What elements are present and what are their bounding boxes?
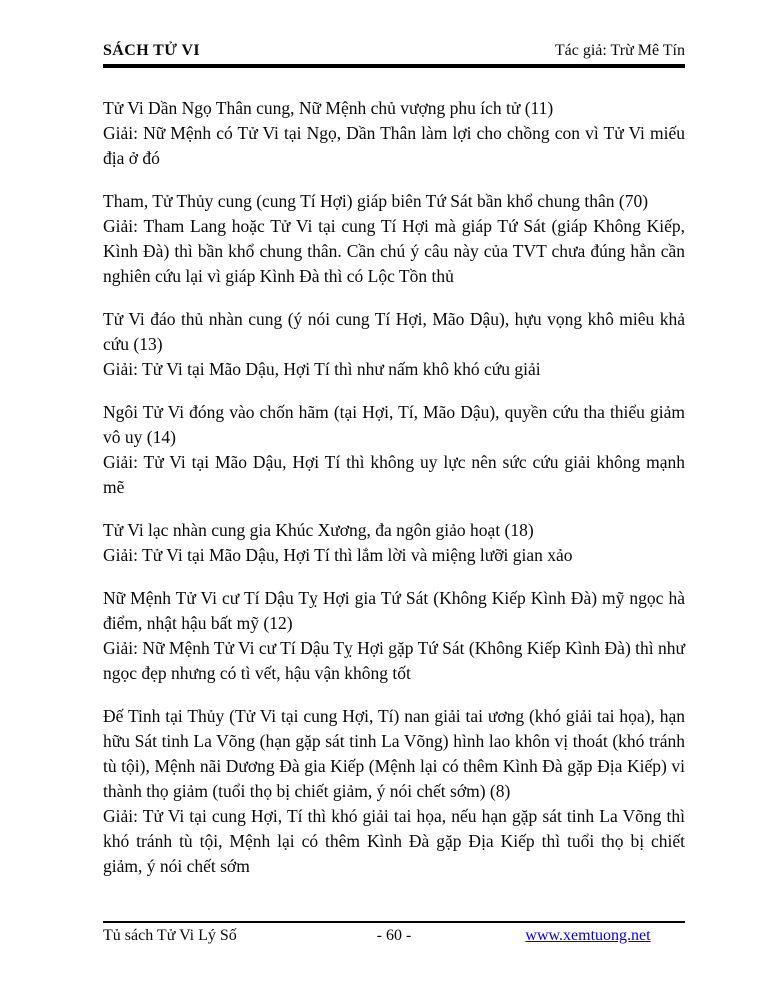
verse-section [103,704,685,879]
verse-section [103,96,685,171]
verse-explanation: Giải: Tử Vi tại Mão Dậu, Hợi Tí thì như nấm khô khó cứu giải [103,359,541,379]
verse-explanation: Giải: Tử Vi tại Mão Dậu, Hợi Tí thì không uy lực nên sức cứu giải không mạnh mẽ [103,452,685,497]
verse-section [103,189,685,289]
verse-statement: Nữ Mệnh Tử Vi cư Tí Dậu Tỵ Hợi gia Tứ Sát (Không Kiếp Kình Đà) mỹ ngọc hà điểm, nhật hậu bất mỹ (12) [103,588,685,633]
verse-section [103,586,685,686]
footer-series-title: Tủ sách Tử Vi Lý Số [103,927,237,944]
verse-section [103,518,685,568]
verse-explanation: Giải: Tử Vi tại cung Hợi, Tí thì khó giải tai họa, nếu hạn gặp sát tinh La Võng thì khó tránh tù tội, Mệnh lại có thêm Kình Đà gặp Địa Kiếp thì tuổi thọ bị chiết giảm, ý nói chết sớm [103,806,685,876]
website-link[interactable]: www.xemtuong.net [525,927,651,944]
verse-explanation: Giải: Tử Vi tại Mão Dậu, Hợi Tí thì lắm lời và miệng lưỡi gian xảo [103,545,573,565]
page-number: - 60 - [376,927,412,944]
verse-statement: Đế Tinh tại Thủy (Tử Vi tại cung Hợi, Tí) nan giải tai ương (khó giải tai họa), hạn hữu Sát tinh La Võng (hạn gặp sát tinh La Võng) hình lao khôn vị thoát (khó tránh tù tội), Mệnh nãi Dương Đà gia Kiếp (Mệnh lại có thêm Kình Đà gặp Địa Kiếp) vi thành thọ giảm (tuổi thọ bị chiết giảm, ý nói chết sớm) (8) [103,706,685,801]
verse-statement: Tham, Tử Thủy cung (cung Tí Hợi) giáp biên Tứ Sát bần khổ chung thân (70) [103,191,649,211]
page-footer [103,921,685,945]
book-title: SÁCH TỬ VI [103,42,201,59]
verse-section [103,400,685,500]
verse-statement: Tử Vi lạc nhàn cung gia Khúc Xương, đa ngôn giảo hoạt (18) [103,520,534,540]
verse-section [103,307,685,382]
footer-link-container [491,927,685,945]
verse-explanation: Giải: Tham Lang hoặc Tử Vi tại cung Tí Hợi mà giáp Tứ Sát (giáp Không Kiếp, Kình Đà) thì bần khổ chung thân. Cần chú ý câu này của TVT chưa đúng hẳn cần nghiên cứu lại vì giáp Kình Đà thì có Lộc Tồn thủ [103,216,685,286]
page-header [103,42,685,68]
verse-statement: Ngôi Tử Vi đóng vào chốn hãm (tại Hợi, Tí, Mão Dậu), quyền cứu tha thiểu giảm vô uy (14) [103,402,685,447]
verse-explanation: Giải: Nữ Mệnh Tử Vi cư Tí Dậu Tỵ Hợi gặp Tứ Sát (Không Kiếp Kình Đà) thì như ngọc đẹp nhưng có tì vết, hậu vận không tốt [103,638,685,683]
page-body [103,96,685,897]
verse-statement: Tử Vi Dần Ngọ Thân cung, Nữ Mệnh chủ vượng phu ích tử (11) [103,98,554,118]
verse-statement: Tử Vi đáo thủ nhàn cung (ý nói cung Tí Hợi, Mão Dậu), hựu vọng khô miêu khả cứu (13) [103,309,685,354]
author-credit: Tác giả: Trừ Mê Tín [554,42,685,59]
verse-explanation: Giải: Nữ Mệnh có Tử Vi tại Ngọ, Dần Thân làm lợi cho chồng con vì Tử Vi miếu địa ở đó [103,123,685,168]
